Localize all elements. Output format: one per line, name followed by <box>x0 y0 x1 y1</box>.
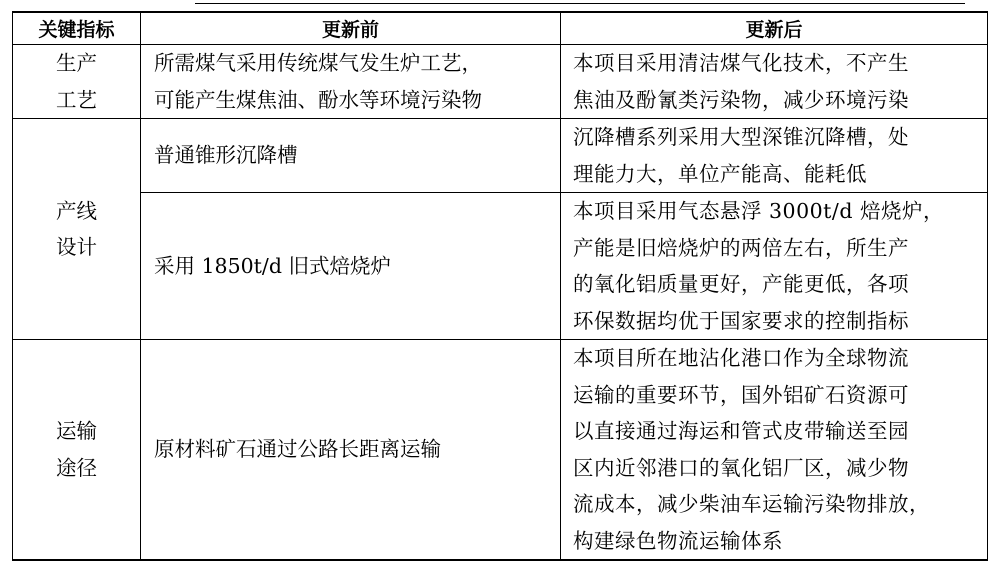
clipped-line: 焦油及酚氰类污染物，减少环境污染 <box>573 87 909 112</box>
key-cell: 生产 工艺 <box>13 45 141 119</box>
top-rule <box>195 3 965 4</box>
table-row-line-design-roaster <box>13 193 988 340</box>
before-cell: 原材料矿石通过公路长距离运输 <box>141 340 561 561</box>
header-key-indicator: 关键指标 <box>13 12 141 45</box>
table-row-transport <box>13 340 988 561</box>
header-row <box>13 12 988 45</box>
after-cell: 本项目所在地沾化港口作为全球物流 运输的重要环节，国外铝矿石资源可 以直接通过海运和管式皮带输送至园 区内近邻港口的氧化铝厂区，减少物 流成本，减少柴油车运输污染物排放， 构建绿色物流运输体系 <box>561 340 988 561</box>
comparison-table <box>12 11 988 561</box>
after-cell: 沉降槽系列采用大型深锥沉降槽，处 理能力大，单位产能高、能耗低 <box>561 119 988 193</box>
header-after: 更新后 <box>561 12 988 45</box>
key-cell: 运输 途径 <box>13 340 141 561</box>
after-cell: 本项目采用气态悬浮 3000t/d 焙烧炉， 产能是旧焙烧炉的两倍左右，所生产 的氧化铝质量更好，产能更低，各项 环保数据均优于国家要求的控制指标 <box>561 193 988 340</box>
before-cell: 所需煤气采用传统煤气发生炉工艺， 可能产生煤焦油、酚水等环境污染物 <box>141 45 561 119</box>
before-cell: 普通锥形沉降槽 <box>141 119 561 193</box>
key-cell: 产线 设计 <box>13 119 141 340</box>
header-before: 更新前 <box>141 12 561 45</box>
table-row-line-design-settling <box>13 119 988 193</box>
table-row-production-process <box>13 45 988 119</box>
after-cell: 本项目采用清洁煤气化技术，不产生 焦油及酚氰类污染物，减少环境污染 <box>561 45 988 119</box>
before-cell: 采用 1850t/d 旧式焙烧炉 <box>141 193 561 340</box>
